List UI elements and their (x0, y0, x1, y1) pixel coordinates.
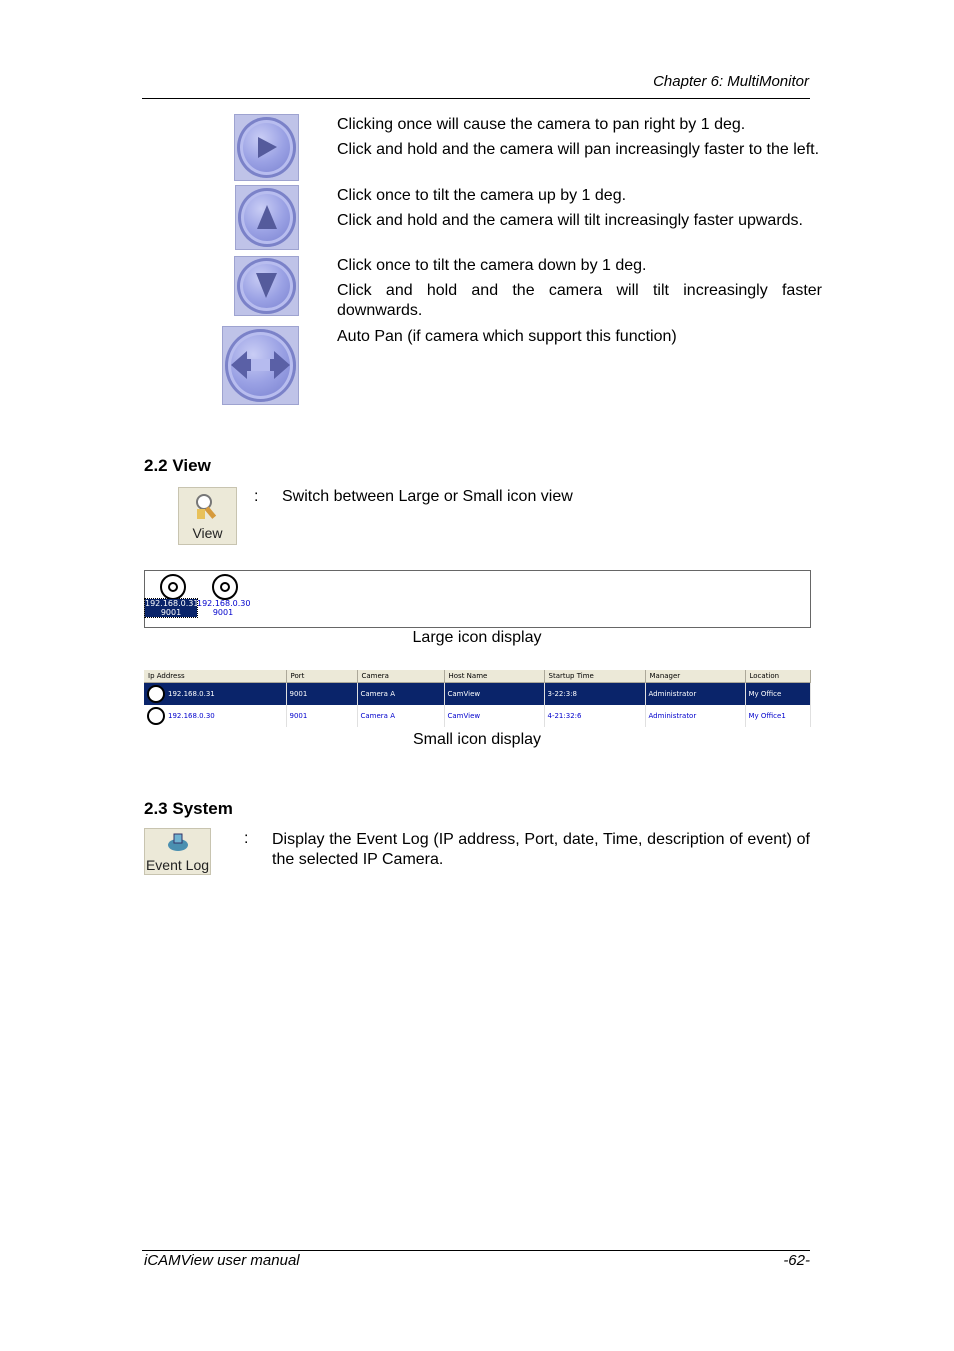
table-cell: My Office (745, 683, 810, 706)
large-icon-caption: Large icon display (412, 629, 542, 646)
pan-right-description (337, 115, 822, 160)
pan-right-button[interactable] (234, 114, 299, 181)
table-cell: CamView (444, 705, 544, 727)
small-icon-caption: Small icon display (412, 731, 542, 748)
pan-right-icon (237, 117, 296, 178)
description-line: Auto Pan (if camera which support this function) (337, 328, 677, 345)
view-section-heading: 2.2 View (144, 456, 211, 475)
event-log-icon (166, 831, 190, 853)
view-description: Switch between Large or Small icon view (282, 488, 573, 505)
table-cell: My Office1 (745, 705, 810, 727)
auto-pan-button[interactable] (222, 326, 299, 405)
event-log-button-label: Event Log (145, 857, 210, 873)
cell-text: 192.168.0.30 (168, 712, 215, 720)
cell-text: 192.168.0.31 (168, 690, 215, 698)
large-icon-ip: 192.168.0.30 (197, 599, 251, 608)
description-line: Click and hold and the camera will tilt increasingly faster downwards. (337, 282, 822, 319)
system-description: Display the Event Log (IP address, Port, date, Time, description of event) of the selected IP Camera. (272, 831, 810, 868)
column-header[interactable]: Manager (645, 670, 745, 683)
column-header[interactable]: Host Name (444, 670, 544, 683)
table-cell: Camera A (357, 705, 444, 727)
table-cell: Administrator (645, 705, 745, 727)
column-header[interactable]: Port (286, 670, 357, 683)
tilt-down-button[interactable] (234, 256, 299, 316)
view-icon (193, 491, 223, 521)
large-icon-ip: 192.168.0.31 (145, 599, 199, 608)
system-colon: : (244, 830, 249, 847)
camera-icon[interactable] (160, 574, 186, 600)
table-cell (144, 683, 286, 706)
table-cell: 3-22:3:8 (544, 683, 645, 706)
column-header[interactable]: Camera (357, 670, 444, 683)
small-icon-table (144, 670, 811, 727)
footer-rule (142, 1250, 810, 1251)
table-cell: Camera A (357, 683, 444, 706)
camera-icon[interactable] (212, 574, 238, 600)
view-colon: : (254, 488, 259, 505)
description-line: Click and hold and the camera will tilt increasingly faster upwards. (337, 212, 803, 229)
camera-icon (147, 707, 165, 725)
view-toolbar-button[interactable] (178, 487, 237, 545)
tilt-up-button[interactable] (235, 185, 299, 250)
table-cell: 4-21:32:6 (544, 705, 645, 727)
event-log-toolbar-button[interactable] (144, 828, 211, 875)
footer-manual-title: iCAMView user manual (144, 1252, 300, 1269)
system-section-heading: 2.3 System (144, 799, 233, 818)
table-row[interactable] (144, 705, 810, 727)
tilt-down-description (337, 256, 822, 321)
camera-icon (147, 685, 165, 703)
table-cell: CamView (444, 683, 544, 706)
large-icon-port: 9001 (160, 608, 182, 617)
auto-pan-description (337, 327, 822, 347)
description-line: Click and hold and the camera will pan increasingly faster to the left. (337, 141, 820, 158)
header-rule (142, 98, 810, 99)
table-cell (144, 705, 286, 727)
chapter-header: Chapter 6: MultiMonitor (653, 73, 809, 90)
tilt-up-description (337, 186, 822, 231)
table-cell: 9001 (286, 683, 357, 706)
tilt-down-icon (237, 258, 296, 314)
description-line: Clicking once will cause the camera to pan right by 1 deg. (337, 116, 746, 133)
table-cell: Administrator (645, 683, 745, 706)
table-cell: 9001 (286, 705, 357, 727)
large-icon-port: 9001 (212, 608, 234, 617)
column-header[interactable]: Location (745, 670, 810, 683)
large-icon-label[interactable] (197, 599, 249, 617)
tilt-up-icon (238, 188, 296, 247)
large-icon-label[interactable] (145, 599, 197, 617)
page-number: -62- (783, 1252, 810, 1269)
table-row[interactable] (144, 683, 810, 706)
large-icon-view (144, 570, 811, 628)
auto-pan-icon (225, 329, 296, 402)
column-header[interactable]: Ip Address (144, 670, 286, 683)
view-button-label: View (192, 525, 223, 541)
column-header[interactable]: Startup Time (544, 670, 645, 683)
description-line: Click once to tilt the camera up by 1 deg. (337, 187, 627, 204)
description-line: Click once to tilt the camera down by 1 deg. (337, 257, 647, 274)
